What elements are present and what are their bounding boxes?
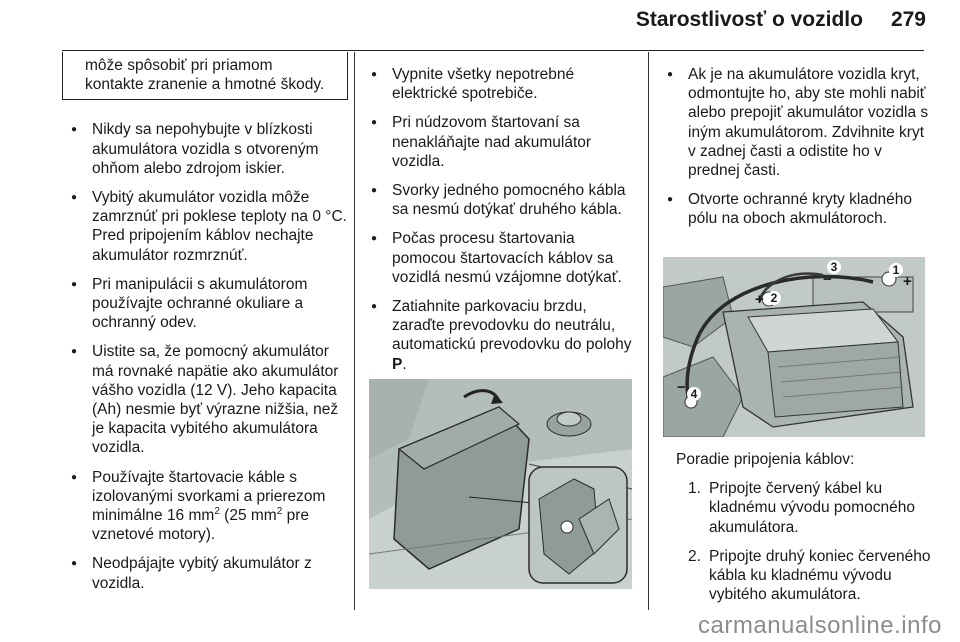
gear-position: P — [392, 355, 403, 373]
list-item — [362, 297, 640, 374]
list-item — [678, 479, 938, 537]
header-rule — [62, 50, 924, 51]
list-item: ● Pri manipulácii s akumulátorom používajte ochranné okuliare a ochranný odev. — [62, 275, 348, 333]
safety-list — [62, 120, 348, 592]
list-item: ● Svorky jedného pomocného kábla sa nesmú dotýkať druhého kábla. — [362, 181, 640, 219]
cable-text: (25 mm — [219, 507, 277, 525]
minus-sign: − — [677, 379, 686, 396]
preparation-list — [658, 65, 936, 229]
list-item: ● Nikdy sa nepohybujte v blízkosti akumulátora vozidla s otvoreným ohňom alebo zdrojom iskier. — [62, 120, 348, 178]
callout-1: 1 — [889, 263, 903, 277]
page-number: 279 — [890, 8, 926, 31]
battery-cover-illustration — [369, 379, 632, 589]
callout-3: 3 — [827, 260, 841, 274]
list-item: ● Otvorte ochranné kryty kladného pólu na oboch akmulátoroch. — [658, 190, 936, 228]
step-text: Pripojte červený kábel ku kladnému vývodu pomocného akumulátora. — [709, 480, 915, 536]
cable-text: Používajte štartovacie káble s izolovanými svorkami a prierezom minimálne 16 mm — [92, 468, 326, 525]
superscript: 2 — [214, 505, 220, 517]
callout-2: 2 — [767, 291, 781, 305]
page-title: Starostlivosť o vozidlo — [635, 8, 863, 31]
list-item: ● Uistite sa, že pomocný akumulátor má rovnaké napätie ako akumulátor vášho vozidla (12 V). Jeho kapacita (Ah) nesmie byť výrazne nižšia, než je kapacita vybitého akumulátora vozidla. — [62, 342, 348, 457]
watermark: carmanualsonline.info — [698, 612, 942, 639]
superscript: 2 — [276, 505, 283, 517]
jump-start-diagram — [663, 257, 925, 437]
list-item: ● Počas procesu štartovania pomocou štartovacích káblov sa vozidlá nesmú vzájomne dotýkať. — [362, 229, 640, 287]
column-3 — [658, 65, 936, 239]
minus-sign: − — [823, 271, 832, 288]
page-header — [636, 8, 926, 32]
callout-4: 4 — [687, 387, 701, 401]
list-item: ● Vypnite všetky nepotrebné elektrické spotrebiče. — [362, 65, 640, 103]
brake-text: Zatiahnite parkovaciu brzdu, zaraďte prevodovku do neutrálu, automatickú prevodovku do polohy — [392, 298, 632, 354]
brake-text: . — [402, 355, 407, 373]
steps-list — [678, 479, 938, 604]
list-item: ● Ak je na akumulátore vozidla kryt, odmontujte ho, aby ste mohli nabiť alebo prepojiť akumulátor vozidla s iným akumulátorom. Zdvihnite kryt v zadnej časti a odistite ho v prednej časti. — [658, 65, 936, 180]
column-divider — [648, 52, 649, 610]
sequence-title: Poradie pripojenia káblov: — [676, 451, 855, 468]
plus-sign: + — [903, 273, 912, 290]
plus-sign: + — [755, 291, 764, 308]
step-text: Pripojte druhý koniec červeného kábla ku kladnému vývodu vybitého akumulátora. — [709, 547, 931, 604]
warning-text: môže spôsobiť pri priamom kontakte zranenie a hmotné škody. — [85, 57, 325, 94]
column-divider — [354, 52, 355, 610]
column-1 — [62, 52, 348, 603]
list-item — [62, 468, 348, 545]
list-item: ● Vybitý akumulátor vozidla môže zamrznúť pri poklese teploty na 0 °C. Pred pripojením káblov nechajte akumulátor rozmrznúť. — [62, 188, 348, 265]
cable-text: pre vznetové motory). — [92, 507, 309, 544]
connection-sequence — [678, 450, 938, 614]
list-item: ● Pri núdzovom štartovaní sa nenakláňajte nad akumulátor vozidla. — [362, 113, 640, 171]
list-item — [678, 547, 938, 605]
procedure-list — [362, 65, 640, 374]
step-number: 1. — [688, 480, 701, 498]
warning-box — [62, 52, 348, 100]
list-item: ● Neodpájajte vybitý akumulátor z vozidla. — [62, 554, 348, 592]
step-number: 2. — [688, 547, 701, 565]
column-2 — [362, 65, 640, 384]
